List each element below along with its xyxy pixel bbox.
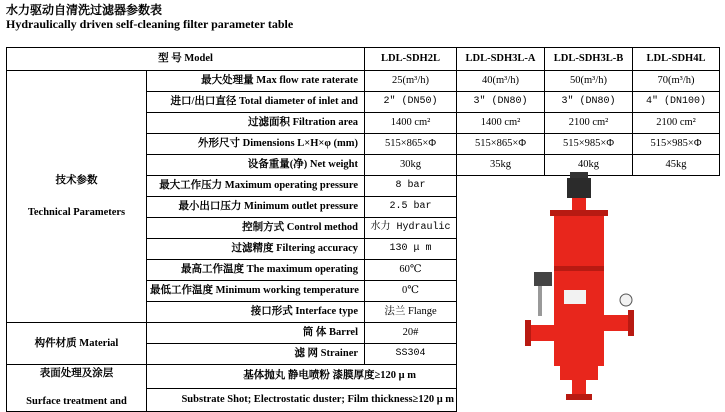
cell-value: 130 μ m [365,239,457,260]
model-name: LDL-SDH2L [365,48,457,71]
tech-group-cell [7,71,147,323]
table-header-row [7,48,720,71]
model-label: 型 号 Model [7,48,365,71]
drain-flange [566,394,592,400]
row-label: 外形尺寸 Dimensions L×H×φ (mm) [147,134,365,155]
bottom-cone [560,366,598,380]
cell-value: 70(m³/h) [633,71,720,92]
row-label: 设备重量(净) Net weight [147,155,365,176]
row-label: 最高工作温度 The maximum operating [147,260,365,281]
page-title-cn: 水力驱动自清洗过滤器参数表 [6,3,163,17]
cell-value: 水力 Hydraulic [365,218,457,239]
row-label: 滤 网 Strainer [147,344,365,365]
row-label: 接口形式 Interface type [147,302,365,323]
cell-value: 8 bar [365,176,457,197]
row-label: 最大工作压力 Maximum operating pressure [147,176,365,197]
cell-value: 1400 cm² [457,113,545,134]
actuator-stem [572,198,586,210]
row-label: 进口/出口直径 Total diameter of inlet and [147,92,365,113]
cell-value: 60℃ [365,260,457,281]
pressure-gauge-icon [620,294,632,306]
surface-group-en: Surface treatment and [26,396,127,407]
filter-product-image [520,170,640,404]
cell-value: 3″ (DN80) [545,92,633,113]
actuator-cap [570,172,588,178]
outlet-flange [628,310,634,336]
surface-text-cn: 基体抛丸 静电喷粉 漆膜厚度≥120 μ m [147,365,457,389]
tech-group-en: Technical Parameters [27,206,126,218]
cell-value: 0℃ [365,281,457,302]
cell-value: 40(m³/h) [457,71,545,92]
cell-value: SS304 [365,344,457,365]
cell-value: 40kg [545,155,633,176]
control-tube [538,286,542,316]
row-label: 最大处理量 Max flow rate raterate [147,71,365,92]
actuator-body [567,178,591,198]
row-label: 最小出口压力 Minimum outlet pressure [147,197,365,218]
surface-group-cell [7,365,147,412]
row-label: 控制方式 Control method [147,218,365,239]
outlet-pipe [604,315,630,331]
nameplate [564,290,586,304]
cell-value: 1400 cm² [365,113,457,134]
cell-value: 50(m³/h) [545,71,633,92]
inlet-flange [525,320,531,346]
surface-text-en: Substrate Shot; Electrostatic duster; Film thickness≥120 μ m [147,388,457,412]
model-name: LDL-SDH4L [633,48,720,71]
cell-value: 515×985×Φ [633,134,720,155]
cell-value: 法兰 Flange [365,302,457,323]
material-group-cell: 构件材质 Material [7,323,147,365]
control-valve [534,272,552,286]
upper-body [554,216,604,266]
cell-value: 25(m³/h) [365,71,457,92]
cell-value: 2100 cm² [545,113,633,134]
table-row [7,71,720,92]
drain-pipe [572,380,586,394]
cell-value: 30kg [365,155,457,176]
cell-value: 2.5 bar [365,197,457,218]
cell-value: 3″ (DN80) [457,92,545,113]
cell-value: 20# [365,323,457,344]
cell-value: 2″ (DN50) [365,92,457,113]
cell-value: 515×865×Φ [365,134,457,155]
tech-group-cn: 技术参数 [55,174,98,186]
row-label: 过滤面积 Filtration area [147,113,365,134]
cell-value: 515×865×Φ [457,134,545,155]
lower-body [554,271,604,366]
upper-flange [550,210,608,216]
surface-group-cn: 表面处理及涂层 [39,368,114,379]
cell-value: 2100 cm² [633,113,720,134]
cell-value: 45kg [633,155,720,176]
model-name: LDL-SDH3L-A [457,48,545,71]
inlet-pipe [530,325,554,341]
model-name: LDL-SDH3L-B [545,48,633,71]
page-title-en: Hydraulically driven self-cleaning filter parameter table [6,17,294,31]
mid-flange [554,266,604,271]
row-label: 过滤精度 Filtering accuracy [147,239,365,260]
cell-value: 4″ (DN100) [633,92,720,113]
cell-value: 515×985×Φ [545,134,633,155]
cell-value: 35kg [457,155,545,176]
row-label: 筒 体 Barrel [147,323,365,344]
row-label: 最低工作温度 Minimum working temperature [147,281,365,302]
